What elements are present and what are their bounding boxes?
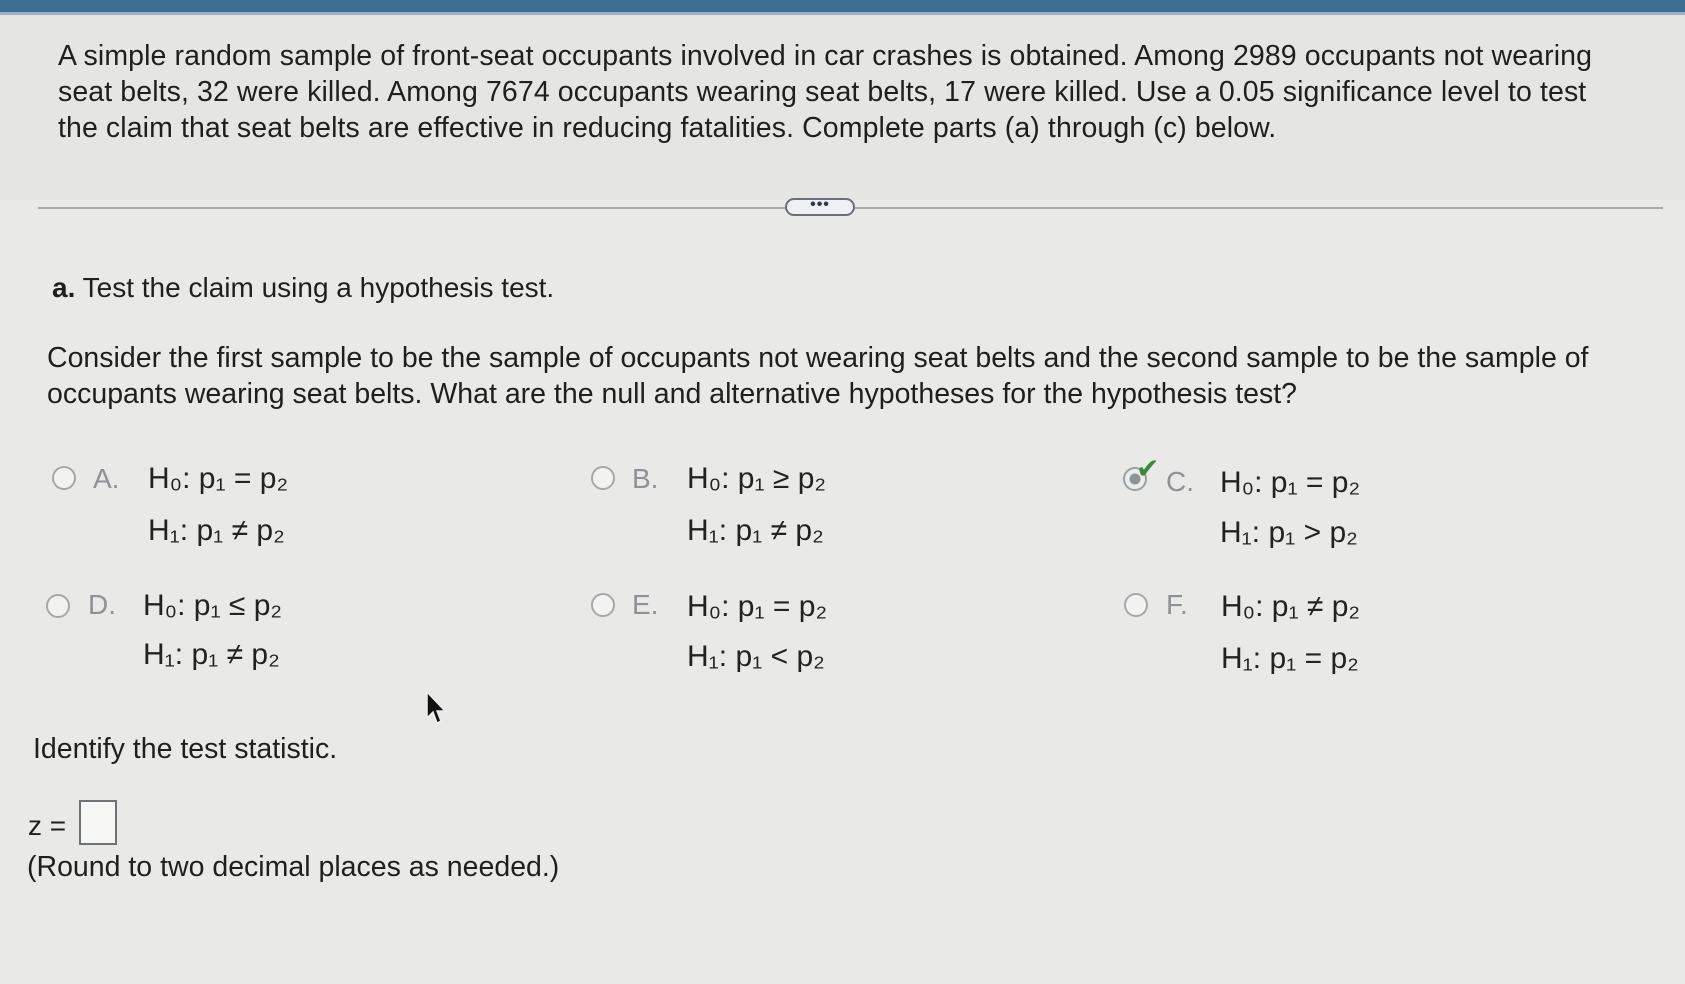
part-a-label: a.	[52, 272, 76, 303]
option-c-h1: H₁: p₁ > p₂	[1220, 516, 1358, 549]
option-b-letter: B.	[632, 463, 659, 494]
option-b-radio[interactable]	[591, 466, 615, 490]
option-d-letter: D.	[88, 589, 116, 620]
option-a-radio[interactable]	[52, 466, 76, 490]
mouse-pointer-icon	[425, 690, 449, 726]
part-a-heading	[52, 272, 554, 304]
option-e-h1: H₁: p₁ < p₂	[687, 640, 825, 673]
option-c-h0: H₀: p₁ = p₂	[1220, 466, 1361, 499]
option-d-h1: H₁: p₁ ≠ p₂	[143, 638, 280, 671]
option-d-radio[interactable]	[46, 594, 70, 618]
rounding-note: (Round to two decimal places as needed.)	[27, 851, 560, 883]
option-a-h1: H₁: p₁ ≠ p₂	[148, 514, 285, 547]
option-d-h0: H₀: p₁ ≤ p₂	[143, 589, 283, 622]
correct-check-icon: ✔	[1136, 453, 1160, 484]
option-a-letter: A.	[93, 463, 120, 494]
option-e-letter: E.	[632, 589, 659, 620]
option-e-radio[interactable]	[591, 593, 615, 617]
expand-more-button[interactable]: •••	[785, 198, 855, 216]
z-label: z =	[28, 810, 67, 841]
hypothesis-question: Consider the first sample to be the sample of occupants not wearing seat belts and the second sample to be the sample of occupants wearing seat belts. What are the null and alternative hypotheses for the hypothesis test?	[47, 342, 1589, 410]
option-f-h1: H₁: p₁ = p₂	[1221, 642, 1359, 675]
test-statistic-prompt: Identify the test statistic.	[33, 733, 338, 765]
option-f-radio[interactable]	[1124, 593, 1148, 617]
part-a-title: Test the claim using a hypothesis test.	[82, 272, 555, 303]
problem-statement: A simple random sample of front-seat occupants involved in car crashes is obtained. Among 2989 occupants not wearing seat belts, 32 were killed. Among 7674 occupants wearing seat belts, 17 were killed. Use a 0.05 significance level to test the claim that seat belts are effective in reducing fatalities. Complete parts (a) through (c) below.	[58, 40, 1593, 144]
option-f-h0: H₀: p₁ ≠ p₂	[1221, 590, 1361, 623]
option-e-h0: H₀: p₁ = p₂	[687, 590, 828, 623]
option-a-h0: H₀: p₁ = p₂	[148, 462, 289, 495]
z-answer-input[interactable]	[79, 800, 117, 845]
option-f-letter: F.	[1166, 589, 1188, 620]
option-b-h0: H₀: p₁ ≥ p₂	[687, 462, 827, 495]
option-b-h1: H₁: p₁ ≠ p₂	[687, 514, 824, 547]
option-c-letter: C.	[1166, 466, 1194, 497]
